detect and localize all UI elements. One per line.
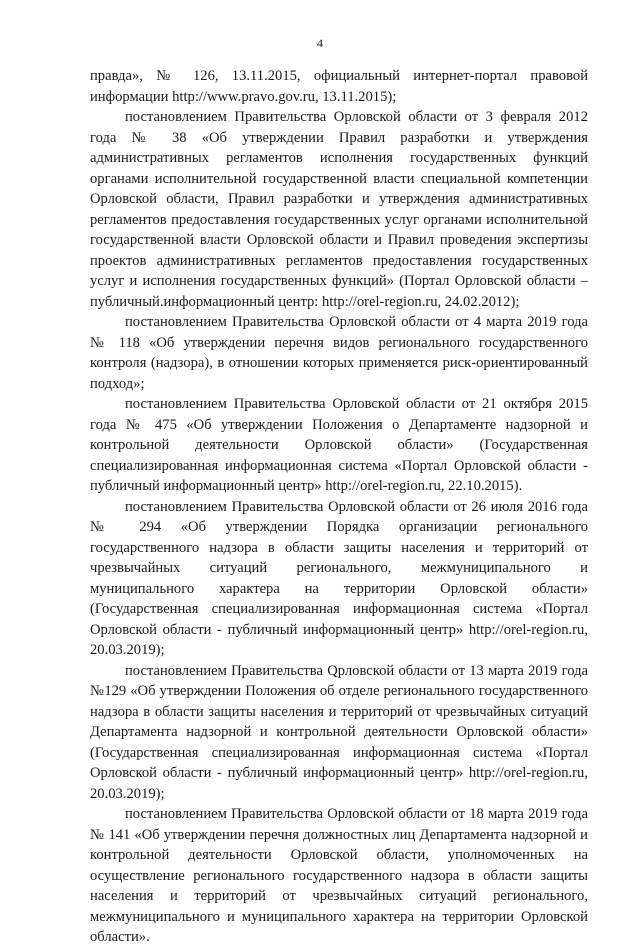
paragraph-continuation: правда», № 126, 13.11.2015, официальный интернет-портал правовой информации http://www.pravo.gov.ru, 13.11.2015); — [90, 68, 588, 105]
paragraph-resolution-118: постановлением Правительства Орловской области от 4 марта 2019 года № 118 «Об утверждении перечня видов регионального государственного контроля (надзора), в отношении которых применяется риск-ориентированный подход»; — [90, 314, 588, 392]
page-number: 4 — [317, 36, 323, 50]
paragraph-resolution-141: постановлением Правительства Орловской области от 18 марта 2019 года № 141 «Об утверждении перечня должностных лиц Департамента надзорной и контрольной деятельности Орловской области, уполномоченных на осуществление регионального государственного надзора в области защиты населения и территорий от чрезвычайных ситуаций регионального, межмуниципального и муниципального характера на территории Орловской области». — [90, 806, 588, 945]
paragraph-resolution-475: постановлением Правительства Орловской области от 21 октября 2015 года № 475 «Об утверждении Положения о Департаменте надзорной и контрольной деятельности Орловской области» (Государственная специализированная информационная система «Портал Орловской области - публичный информационный центр» http://orel-region.ru, 22.10.2015). — [90, 396, 588, 494]
paragraph-resolution-294: постановлением Правительства Орловской области от 26 июля 2016 года № 294 «Об утверждении Порядка организации регионального государственного надзора в области защиты населения и территорий от чрезвычайных ситуаций регионального, межмуниципального и муниципального характера на территории Орловской области» (Государственная специализированная информационная система «Портал Орловской области - публичный информационный центр» http://orel-region.ru, 20.03.2019); — [90, 498, 588, 658]
document-body — [90, 66, 588, 948]
paragraph-resolution-38: постановлением Правительства Орловской области от 3 февраля 2012 года № 38 «Об утверждении Правил разработки и утверждения административных регламентов исполнения государственных функций органами исполнительной государственной власти специальной компетенции Орловской области, Правил разработки и утверждения административных регламентов предоставления государственных услуг органами исполнительной государственной власти Орловской области и Правил проведения экспертизы проектов административных регламентов предоставления государственных услуг и исполнения государственных функций» (Портал Орловской области – публичный.информационный центр: http://orel-region.ru, 24.02.2012); — [90, 109, 588, 310]
paragraph-resolution-129: постановлением Правительства Qрловской области от 13 марта 2019 года №129 «Об утверждении Положения об отделе регионального государственного надзора в области защиты населения и территорий от чрезвычайных ситуаций Департамента надзорной и контрольной деятельности Орловской области» (Государственная специализированная информационная система «Портал Орловской области - публичный информационный центр» http://orel-region.ru, 20.03.2019); — [90, 662, 588, 802]
